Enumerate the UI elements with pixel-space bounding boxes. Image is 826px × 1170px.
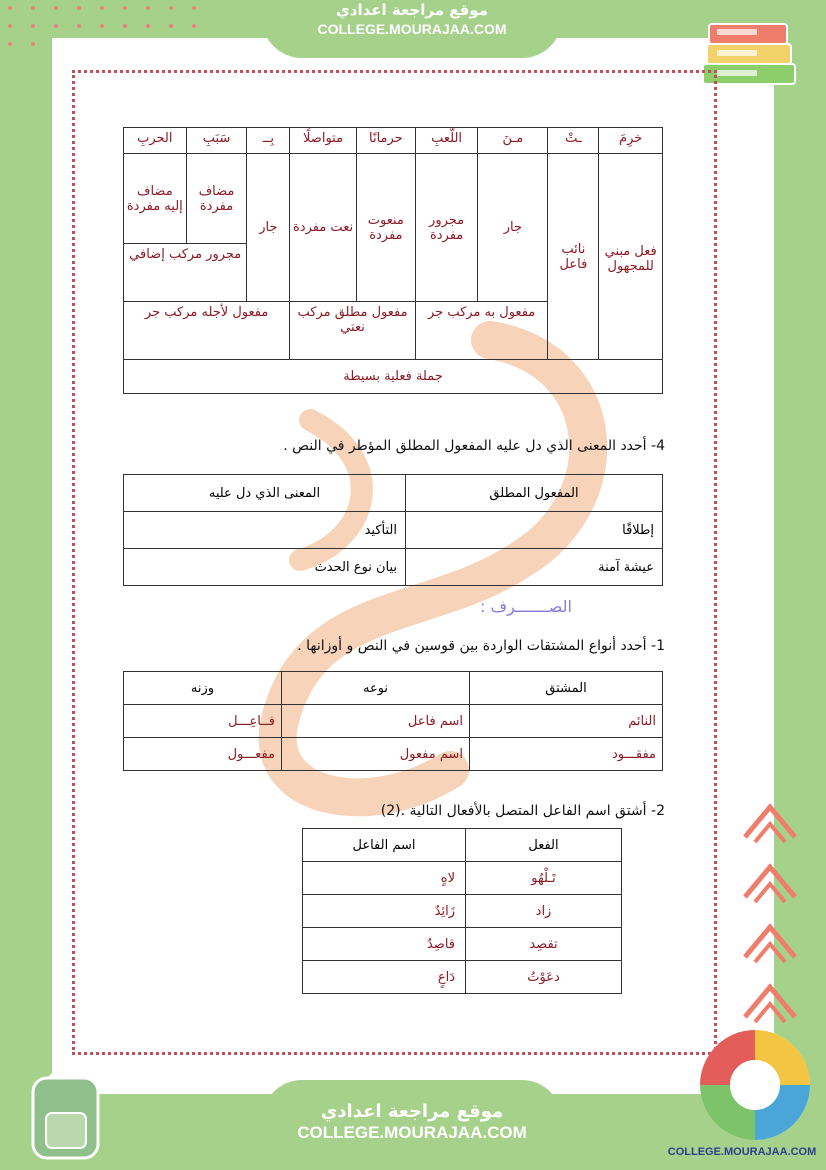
table-cell: مفعـــول <box>124 738 282 771</box>
table-cell: التأكيد <box>124 512 406 549</box>
header-banner <box>262 0 562 58</box>
mutlaq-table <box>123 474 663 586</box>
dot <box>54 24 58 28</box>
table-cell: زاد <box>466 895 622 928</box>
question-1: 1- أحدد أنواع المشتقات الواردة بين قوسين في النص و أوزانها . <box>297 638 665 654</box>
dot <box>146 24 150 28</box>
dot <box>100 24 104 28</box>
word-cell: اللّعبِ <box>415 128 478 154</box>
question-2: 2- أشتق اسم الفاعل المتصل بالأفعال التالية .(2) <box>380 803 665 819</box>
dot <box>192 6 196 10</box>
word-cell: ـتْ <box>548 128 599 154</box>
dot <box>8 24 12 28</box>
table-cell: قاصِدٌ <box>303 928 466 961</box>
word-cell: سَبَبِ <box>186 128 247 154</box>
role-cell: جار <box>478 154 548 302</box>
table-cell: إطلاقًا <box>406 512 663 549</box>
logo-url[interactable]: COLLEGE.MOURAJAA.COM <box>667 1146 817 1158</box>
table-header: المفعول المطلق <box>406 475 663 512</box>
word-cell: خرِمَ <box>599 128 663 154</box>
table-header: المعنى الذي دل عليه <box>124 475 406 512</box>
site-url[interactable]: COLLEGE.MOURAJAA.COM <box>317 21 507 37</box>
site-name: موقع مراجعة اعدادي <box>336 1 488 19</box>
dot <box>54 6 58 10</box>
dot <box>192 24 196 28</box>
role-cell: مضاف مفردة <box>186 154 247 244</box>
dot <box>31 42 35 46</box>
backpack-icon <box>18 1058 113 1163</box>
dot <box>31 6 35 10</box>
role-cell: مضاف إليه مفردة <box>124 154 187 244</box>
word-cell: حرمانًا <box>356 128 415 154</box>
chevron-up-icon <box>740 852 800 912</box>
table-cell: بيان نوع الحدث <box>124 549 406 586</box>
table-header: وزنه <box>124 672 282 705</box>
chevron-up-icon <box>740 912 800 972</box>
table-cell: تَـلْهُو <box>466 862 622 895</box>
dot <box>123 6 127 10</box>
question-4: 4- أحدد المعنى الذي دل عليه المفعول المطلق المؤطر في النص . <box>283 438 665 454</box>
dot <box>8 6 12 10</box>
word-cell: مـنَ <box>478 128 548 154</box>
table-cell: اسم مفعول <box>282 738 470 771</box>
table-cell: اسم فاعل <box>282 705 470 738</box>
dot <box>8 42 12 46</box>
site-name: موقع مراجعة اعدادي <box>320 1101 504 1122</box>
fa3il-table <box>302 828 622 994</box>
dot <box>77 6 81 10</box>
table-cell: دعَوْتُ <box>466 961 622 994</box>
dot <box>169 24 173 28</box>
table-cell: مفقـــود <box>470 738 663 771</box>
table-cell: تقصِد <box>466 928 622 961</box>
table-cell: زَائِدٌ <box>303 895 466 928</box>
table-cell: النائم <box>470 705 663 738</box>
dot <box>31 24 35 28</box>
table-cell: لاهٍ <box>303 862 466 895</box>
word-cell: بِــ <box>247 128 290 154</box>
word-cell: متواصلًا <box>290 128 357 154</box>
role-cell: نائب فاعل <box>548 154 599 360</box>
table-header: الفعل <box>466 829 622 862</box>
table-header: اسم الفاعل <box>303 829 466 862</box>
section-title: الصـــــــرف : <box>480 597 572 616</box>
site-url[interactable]: COLLEGE.MOURAJAA.COM <box>297 1123 527 1142</box>
object-cell: مفعول به مركب جر <box>415 302 548 360</box>
dot <box>100 6 104 10</box>
table-cell: دَاعٍ <box>303 961 466 994</box>
word-cell: الحربِ <box>124 128 187 154</box>
derivatives-table <box>123 671 663 771</box>
chevron-up-icon <box>740 792 800 852</box>
table-cell: فــاعِـــل <box>124 705 282 738</box>
role-cell: منعوت مفردة <box>356 154 415 302</box>
dot <box>169 6 173 10</box>
table-header: نوعه <box>282 672 470 705</box>
footer-banner <box>262 1080 562 1170</box>
mutlaq-cell: مفعول مطلق مركب نعتي <box>290 302 416 360</box>
role-cell: جار <box>247 154 290 302</box>
table-cell: عيشة آمنة <box>406 549 663 586</box>
role-cell: فعل مبني للمجهول <box>599 154 663 360</box>
dot <box>146 6 150 10</box>
analysis-table <box>123 127 663 394</box>
site-logo-icon <box>695 1025 815 1145</box>
chevron-up-icon <box>740 972 800 1032</box>
liajlih-cell: مفعول لأجله مركب جر <box>124 302 290 360</box>
dot <box>123 24 127 28</box>
dot <box>77 24 81 28</box>
table-header: المشتق <box>470 672 663 705</box>
role-cell: نعت مفردة <box>290 154 357 302</box>
sentence-cell: جملة فعلية بسيطة <box>124 360 663 394</box>
role-cell: مجرور مفردة <box>415 154 478 302</box>
compound-cell: مجرور مركب إضافي <box>124 244 247 302</box>
